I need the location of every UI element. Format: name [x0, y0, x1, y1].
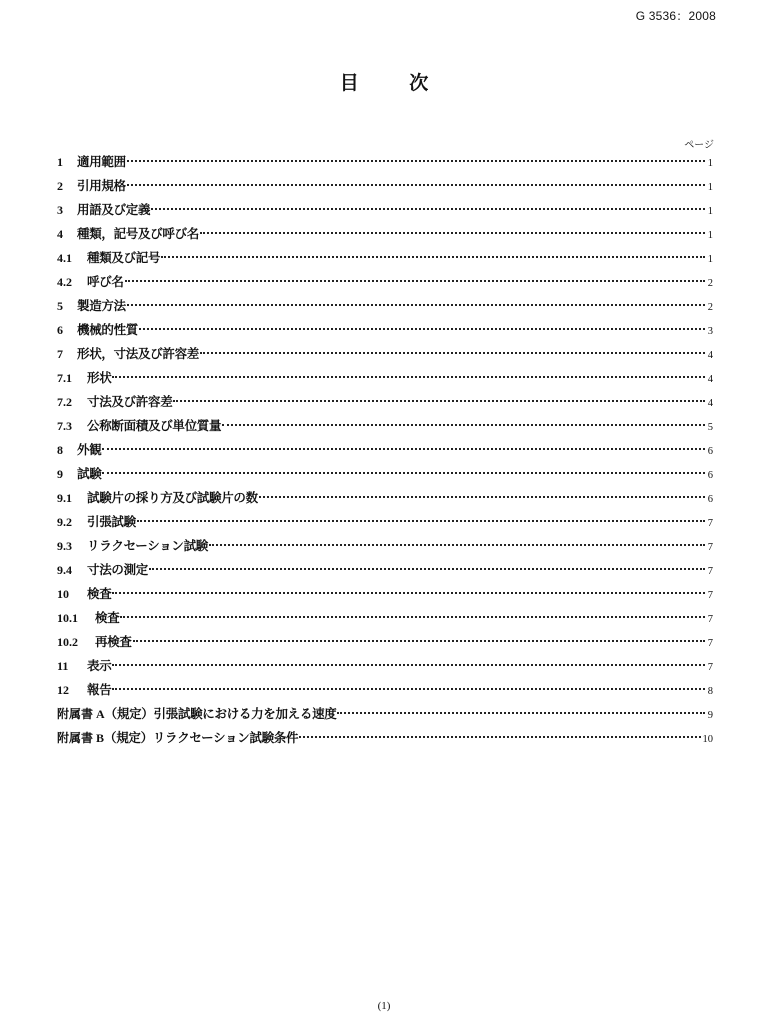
toc-entry-title: 外観 — [77, 442, 102, 457]
toc-entry-title: 寸法の測定 — [87, 562, 149, 577]
toc-leader-dots — [102, 448, 705, 450]
toc-entry[interactable] — [57, 534, 713, 558]
toc-entry-number: 7.1 — [57, 371, 72, 385]
toc-entry[interactable] — [57, 726, 713, 750]
toc-leader-dots — [200, 352, 705, 354]
toc-entry-title: 用語及び定義 — [77, 202, 151, 217]
toc-entry-title: 報告 — [87, 682, 112, 697]
toc-leader-dots — [299, 736, 700, 738]
toc-entry-page: 1 — [707, 230, 713, 241]
toc-entry-number: 附属書 B — [57, 731, 105, 745]
toc-entry[interactable] — [57, 678, 713, 702]
toc-entry[interactable] — [57, 630, 713, 654]
toc-entry-title: 寸法及び許容差 — [87, 394, 173, 409]
toc-entry-page: 6 — [707, 494, 713, 505]
toc-entry[interactable] — [57, 510, 713, 534]
toc-entry-number: 8 — [57, 443, 63, 457]
toc-entry-page: 2 — [707, 302, 713, 313]
toc-entry-title: 引用規格 — [77, 178, 126, 193]
toc-entry[interactable] — [57, 198, 713, 222]
toc-entry[interactable] — [57, 486, 713, 510]
toc-entry-number: 附属書 A — [57, 707, 105, 721]
toc-entry-page: 4 — [707, 350, 713, 361]
toc-entry-title: 形状，寸法及び許容差 — [77, 346, 200, 361]
toc-entry-number: 6 — [57, 323, 63, 337]
toc-entry-page: 4 — [707, 374, 713, 385]
toc-entry[interactable] — [57, 222, 713, 246]
toc-entry-page: 7 — [707, 590, 713, 601]
toc-leader-dots — [120, 616, 705, 618]
toc-entry-page: 4 — [707, 398, 713, 409]
toc-entry-page: 10 — [702, 734, 713, 745]
toc-entry-page: 2 — [707, 278, 713, 289]
toc-entry[interactable] — [57, 654, 713, 678]
toc-entry-page: 1 — [707, 158, 713, 169]
toc-leader-dots — [112, 592, 705, 594]
toc-leader-dots — [127, 184, 705, 186]
toc-leader-dots — [149, 568, 705, 570]
toc-leader-dots — [112, 688, 705, 690]
toc-entry-number: 10.1 — [57, 611, 78, 625]
toc-entry-number: 7 — [57, 347, 63, 361]
toc-entry-number: 7.2 — [57, 395, 72, 409]
toc-entry-number: 11 — [57, 659, 69, 673]
toc-entry-title: 適用範囲 — [77, 154, 126, 169]
toc-leader-dots — [337, 712, 705, 714]
toc-entry-page: 7 — [707, 614, 713, 625]
toc-entry-title: 試験 — [77, 466, 102, 481]
toc-entry-page: 7 — [707, 638, 713, 649]
toc-entry-number: 2 — [57, 179, 63, 193]
toc-leader-dots — [151, 208, 705, 210]
toc-entry-number: 9.3 — [57, 539, 72, 553]
toc-entry[interactable] — [57, 174, 713, 198]
footer-page-number: (1) — [377, 1000, 391, 1012]
toc-leader-dots — [127, 160, 705, 162]
toc-leader-dots — [161, 256, 705, 258]
toc-entry-title: 再検査 — [95, 634, 132, 649]
toc-entry[interactable] — [57, 438, 713, 462]
document-id: G 3536：2008 — [635, 9, 716, 23]
toc-entry-number: 12 — [57, 683, 69, 697]
toc-entry[interactable] — [57, 414, 713, 438]
toc-entry-number: 5 — [57, 299, 63, 313]
toc-entry-page: 3 — [707, 326, 713, 337]
toc-entry-title: （規定）リラクセーション試験条件 — [104, 730, 299, 745]
toc-entry[interactable] — [57, 582, 713, 606]
toc-entry-number: 1 — [57, 155, 63, 169]
toc-leader-dots — [200, 232, 705, 234]
toc-entry-number: 4.2 — [57, 275, 72, 289]
toc-entry[interactable] — [57, 558, 713, 582]
toc-entry[interactable] — [57, 342, 713, 366]
table-of-contents — [57, 150, 713, 750]
toc-entry-title: 試験片の採り方及び試験片の数 — [87, 490, 258, 505]
toc-entry-number: 4.1 — [57, 251, 72, 265]
toc-entry-title: 機械的性質 — [77, 322, 139, 337]
toc-entry-title: 種類，記号及び呼び名 — [77, 226, 200, 241]
toc-entry-title: 呼び名 — [87, 274, 124, 289]
toc-leader-dots — [139, 328, 705, 330]
toc-leader-dots — [259, 496, 705, 498]
toc-leader-dots — [133, 640, 705, 642]
toc-entry[interactable] — [57, 462, 713, 486]
toc-entry-page: 1 — [707, 206, 713, 217]
toc-leader-dots — [209, 544, 705, 546]
toc-entry[interactable] — [57, 606, 713, 630]
toc-entry-title: 表示 — [87, 658, 112, 673]
toc-entry-title: 種類及び記号 — [87, 250, 161, 265]
toc-entry-title: 検査 — [95, 610, 120, 625]
toc-entry-title: （規定）引張試験における力を加える速度 — [104, 706, 337, 721]
toc-entry-number: 9.4 — [57, 563, 72, 577]
toc-leader-dots — [112, 664, 705, 666]
toc-leader-dots — [102, 472, 705, 474]
toc-entry[interactable] — [57, 366, 713, 390]
toc-entry-number: 4 — [57, 227, 63, 241]
toc-leader-dots — [173, 400, 705, 402]
toc-entry[interactable] — [57, 318, 713, 342]
toc-entry-page: 7 — [707, 566, 713, 577]
toc-entry[interactable] — [57, 150, 713, 174]
toc-entry-title: 検査 — [87, 586, 112, 601]
toc-entry-page: 6 — [707, 470, 713, 481]
toc-entry[interactable] — [57, 702, 713, 726]
toc-entry-title: 形状 — [87, 370, 112, 385]
page-title: 目 次 — [339, 72, 451, 94]
toc-entry[interactable] — [57, 390, 713, 414]
toc-entry-page: 1 — [707, 182, 713, 193]
toc-entry-title: 引張試験 — [87, 514, 136, 529]
toc-leader-dots — [222, 424, 705, 426]
toc-entry-title: リラクセーション試験 — [87, 538, 209, 553]
toc-entry-page: 7 — [707, 542, 713, 553]
toc-entry-number: 9 — [57, 467, 63, 481]
toc-entry-number: 10 — [57, 587, 69, 601]
toc-leader-dots — [112, 376, 705, 378]
toc-entry-page: 9 — [707, 710, 713, 721]
toc-entry-page: 7 — [707, 662, 713, 673]
toc-entry-page: 7 — [707, 518, 713, 529]
toc-entry-number: 7.3 — [57, 419, 72, 433]
toc-leader-dots — [137, 520, 705, 522]
toc-leader-dots — [127, 304, 705, 306]
toc-entry-number: 3 — [57, 203, 63, 217]
toc-entry[interactable] — [57, 294, 713, 318]
toc-entry-number: 9.2 — [57, 515, 72, 529]
page-column-label: ページ — [684, 140, 714, 151]
toc-leader-dots — [125, 280, 705, 282]
toc-entry[interactable] — [57, 270, 713, 294]
toc-entry-page: 1 — [707, 254, 713, 265]
toc-entry-title: 公称断面積及び単位質量 — [87, 418, 222, 433]
toc-entry-page: 8 — [707, 686, 713, 697]
toc-entry-page: 5 — [707, 422, 713, 433]
toc-entry-title: 製造方法 — [77, 298, 126, 313]
toc-entry-page: 6 — [707, 446, 713, 457]
toc-entry-number: 10.2 — [57, 635, 78, 649]
toc-entry[interactable] — [57, 246, 713, 270]
toc-entry-number: 9.1 — [57, 491, 72, 505]
